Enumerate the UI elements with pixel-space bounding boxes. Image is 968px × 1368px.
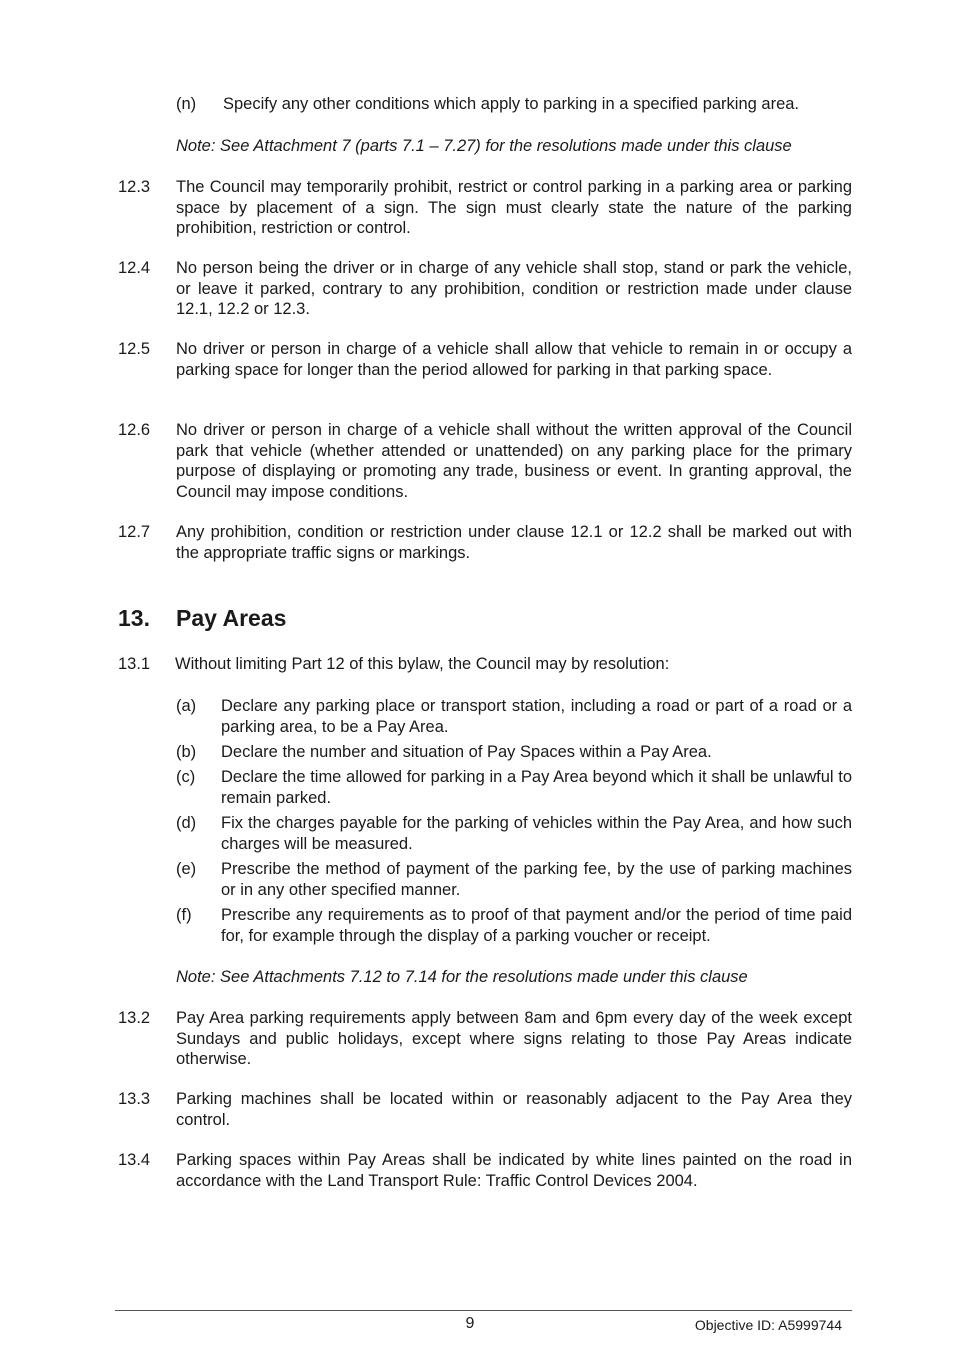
list-item-a — [176, 696, 852, 737]
clause-13-2 — [118, 1008, 852, 1070]
item-text: Prescribe the method of payment of the parking fee, by the use of parking machines or in any other specified manner. — [221, 860, 852, 899]
note-attachment-7: Note: See Attachment 7 (parts 7.1 – 7.27) for the resolutions made under this clause — [176, 137, 792, 155]
clause-text: No driver or person in charge of a vehicle shall allow that vehicle to remain in or occupy a parking space for longer than the period allowed for parking in that parking space. — [176, 340, 852, 379]
clause-12-3 — [118, 177, 852, 239]
clause-text: Without limiting Part 12 of this bylaw, the Council may by resolution: — [175, 655, 670, 673]
clause-text: Pay Area parking requirements apply between 8am and 6pm every day of the week except Sundays and public holidays, except where signs relating to those Pay Areas indicate otherwise. — [176, 1009, 852, 1068]
clause-number: 12.7 — [118, 523, 151, 541]
clause-number: 13.4 — [118, 1151, 151, 1169]
list-item-d — [176, 813, 852, 854]
item-label: (b) — [176, 743, 197, 761]
clause-13-1 — [118, 654, 852, 675]
clause-12-6 — [118, 420, 852, 502]
section-number: 13. — [118, 605, 150, 631]
clause-12-4 — [118, 258, 852, 320]
clause-12-5 — [118, 339, 852, 380]
list-item-c — [176, 767, 852, 808]
item-text: Declare any parking place or transport station, including a road or part of a road or a parking area, to be a Pay Area. — [221, 697, 852, 736]
clause-text: Any prohibition, condition or restriction under clause 12.1 or 12.2 shall be marked out with the appropriate traffic signs or markings. — [176, 523, 852, 562]
item-label: (f) — [176, 906, 192, 924]
clause-number: 13.1 — [118, 655, 151, 673]
item-label: (d) — [176, 814, 197, 832]
clause-text: No driver or person in charge of a vehicle shall without the written approval of the Council park that vehicle (whether attended or unattended) on any parking place for the primary purpose of displaying or promoting any trade, business or event. In granting approval, the Council may impose conditions. — [176, 421, 852, 501]
item-text: Specify any other conditions which apply to parking in a specified parking area. — [223, 95, 800, 113]
section-heading-13 — [118, 604, 286, 632]
clause-13-3 — [118, 1089, 852, 1130]
list-item-e — [176, 859, 852, 900]
clause-number: 12.5 — [118, 340, 151, 358]
clause-number: 12.4 — [118, 259, 151, 277]
clause-text: No person being the driver or in charge of any vehicle shall stop, stand or park the vehicle, or leave it parked, contrary to any prohibition, condition or restriction made under clause 12.1, 12.2 or 12.3. — [176, 259, 852, 318]
clause-text: Parking spaces within Pay Areas shall be indicated by white lines painted on the road in accordance with the Land Transport Rule: Traffic Control Devices 2004. — [176, 1151, 852, 1190]
section-title: Pay Areas — [176, 605, 287, 631]
clause-12-7 — [118, 522, 852, 563]
clause-number: 12.3 — [118, 178, 151, 196]
clause-number: 13.2 — [118, 1009, 151, 1027]
item-label: (c) — [176, 768, 196, 786]
clause-text: The Council may temporarily prohibit, restrict or control parking in a parking area or parking space by placement of a sign. The sign must clearly state the nature of the parking prohibition, restriction or control. — [176, 178, 852, 237]
list-item-n — [176, 94, 852, 115]
item-text: Fix the charges payable for the parking of vehicles within the Pay Area, and how such charges will be measured. — [221, 814, 852, 853]
clause-13-4 — [118, 1150, 852, 1191]
clause-text: Parking machines shall be located within or reasonably adjacent to the Pay Area they control. — [176, 1090, 852, 1129]
list-item-b — [176, 742, 852, 763]
objective-id: Objective ID: A5999744 — [694, 1317, 842, 1333]
note-attachments-7-12: Note: See Attachments 7.12 to 7.14 for the resolutions made under this clause — [176, 968, 748, 986]
list-item-f — [176, 905, 852, 946]
item-text: Declare the number and situation of Pay Spaces within a Pay Area. — [221, 743, 712, 761]
item-text: Declare the time allowed for parking in a Pay Area beyond which it shall be unlawful to remain parked. — [221, 768, 852, 807]
clause-number: 13.3 — [118, 1090, 151, 1108]
item-label: (n) — [176, 95, 197, 113]
item-label: (e) — [176, 860, 197, 878]
page-number: 9 — [465, 1315, 475, 1332]
item-text: Prescribe any requirements as to proof of that payment and/or the period of time paid for, for example through the display of a parking voucher or receipt. — [221, 906, 852, 945]
footer-divider — [115, 1310, 852, 1311]
clause-number: 12.6 — [118, 421, 151, 439]
item-label: (a) — [176, 697, 197, 715]
